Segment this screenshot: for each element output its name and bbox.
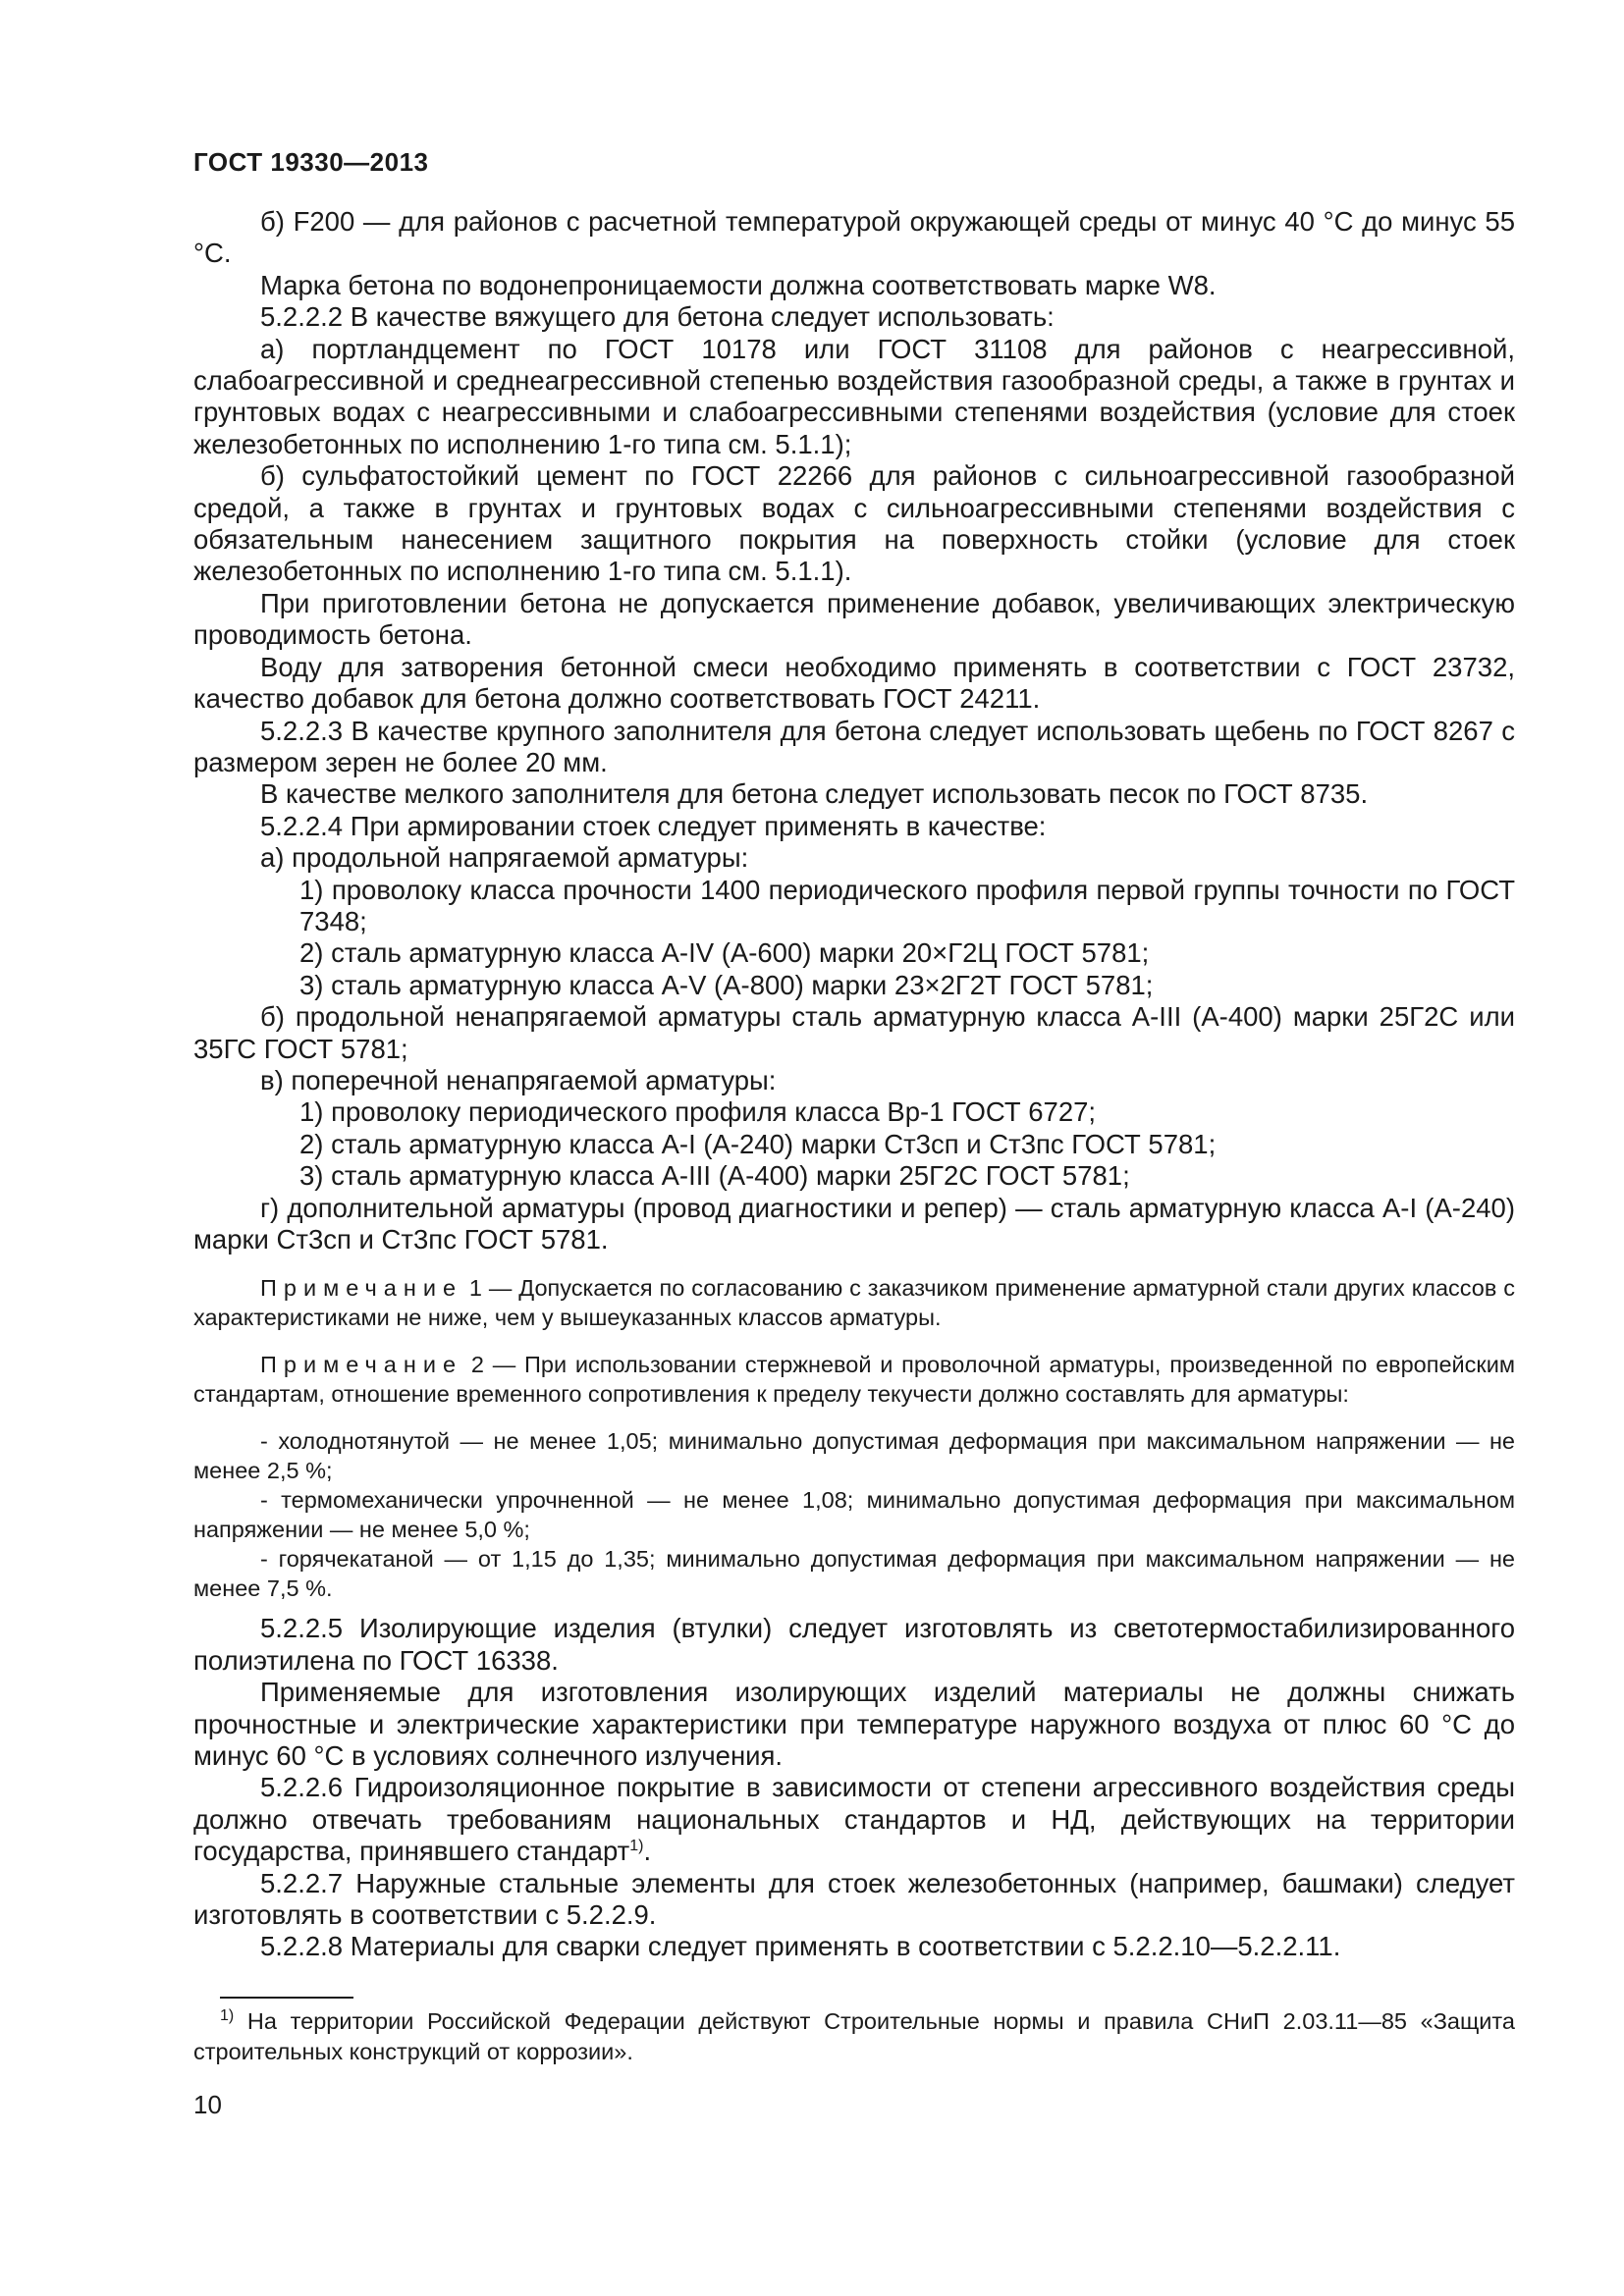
footnote xyxy=(193,2006,1515,2067)
document-body xyxy=(193,206,1515,1963)
note-text: 1 — Допускается по согласованию с заказчиком применение арматурной стали других классов с характеристиками не ниже, чем у вышеуказанных классов арматуры. xyxy=(193,1275,1515,1331)
list-item: в) поперечной ненапрягаемой арматуры: xyxy=(260,1064,777,1095)
section-5-2-2-4: 5.2.2.4 При армировании стоек следует применять в качестве: xyxy=(260,810,1047,841)
document-header: ГОСТ 19330—2013 xyxy=(193,147,429,177)
sub-list-item: 1) проволоку класса прочности 1400 периодического профиля первой группы точности по ГОСТ 7348; xyxy=(299,874,1515,936)
note-bullet: - горячекатаной — от 1,15 до 1,35; минимально допустимая деформация при максимальном напряжении — не менее 7,5 %. xyxy=(193,1546,1515,1602)
sub-list-item: 3) сталь арматурную класса А-III (А-400) марки 25Г2С ГОСТ 5781; xyxy=(299,1160,1130,1192)
list-item: б) продольной ненапрягаемой арматуры сталь арматурную класса А-III (А-400) марки 25Г2С или 35ГС ГОСТ 5781; xyxy=(193,1001,1515,1064)
paragraph: б) F200 — для районов с расчетной температурой окружающей среды от минус 40 °С до минус 55 °С. xyxy=(193,206,1515,269)
paragraph-end: . xyxy=(643,1836,652,1867)
note-bullet: - термомеханически упрочненной — не менее 1,08; минимально допустимая деформация при максимальном напряжении — не менее 5,0 %; xyxy=(193,1487,1515,1543)
footnote-marker: 1) xyxy=(220,2007,235,2025)
list-item: а) продольной напрягаемой арматуры: xyxy=(260,842,749,874)
note-1 xyxy=(193,1273,1515,1332)
sub-list-item: 3) сталь арматурную класса А-V (А-800) марки 23×2Г2Т ГОСТ 5781; xyxy=(299,969,1154,1000)
paragraph-text: 5.2.2.6 Гидроизоляционное покрытие в зависимости от степени агрессивного воздействия среды должно отвечать требованиям национальных стандартов и НД, действующих на территории государства, принявшего стандарт xyxy=(193,1772,1515,1867)
list-item: а) портландцемент по ГОСТ 10178 или ГОСТ 31108 для районов с неагрессивной, слабоагрессивной и среднеагрессивной степенью воздействия газообразной среды, а также в грунтах и грунтовых водах с неагрессивными и слабоагрессивными степенями воздействия (условие для стоек железобетонных по исполнению 1-го типа см. 5.1.1); xyxy=(193,333,1515,459)
footnote-body: На территории Российской Федерации действуют Строительные нормы и правила СНиП 2.03.11—85 «Защита строительных конструкций от коррозии». xyxy=(193,2008,1515,2064)
paragraph: При приготовлении бетона не допускается применение добавок, увеличивающих электрическую проводимость бетона. xyxy=(193,587,1515,651)
section-5-2-2-7: 5.2.2.7 Наружные стальные элементы для стоек железобетонных (например, башмаки) следует изготовлять в соответствии с 5.2.2.9. xyxy=(193,1867,1515,1931)
sub-list-item: 2) сталь арматурную класса А-I (А-240) марки Ст3сп и Ст3пс ГОСТ 5781; xyxy=(299,1128,1217,1159)
note-text: 2 — При использовании стержневой и проволочной арматуры, произведенной по европейским стандартам, отношение временного сопротивления к пределу текучести должно составлять для арматуры: xyxy=(193,1352,1515,1408)
section-5-2-2-3: 5.2.2.3 В качестве крупного заполнителя для бетона следует использовать щебень по ГОСТ 8267 с размером зерен не более 20 мм. xyxy=(193,715,1515,777)
footnote-text xyxy=(193,2006,1515,2067)
list-item: г) дополнительной арматуры (провод диагностики и репер) — сталь арматурную класса А-I (А-240) марки Ст3сп и Ст3пс ГОСТ 5781. xyxy=(193,1192,1515,1255)
note-label: Примечание xyxy=(260,1275,463,1302)
section-5-2-2-8: 5.2.2.8 Материалы для сварки следует применять в соответствии с 5.2.2.10—5.2.2.11. xyxy=(260,1931,1341,1962)
footnote-separator xyxy=(220,1997,353,1999)
paragraph: Марка бетона по водонепроницаемости должна соответствовать марке W8. xyxy=(260,269,1217,300)
sub-list-item: 1) проволоку периодического профиля класса Вр-1 ГОСТ 6727; xyxy=(299,1096,1097,1128)
section-5-2-2-5: 5.2.2.5 Изолирующие изделия (втулки) следует изготовлять из светотермостабилизированного полиэтилена по ГОСТ 16338. xyxy=(193,1613,1515,1676)
note-bullet: - холоднотянутой — не менее 1,05; минимально допустимая деформация при максимальном напряжении — не менее 2,5 %; xyxy=(193,1428,1515,1484)
list-item: б) сульфатостойкий цемент по ГОСТ 22266 для районов с сильноагрессивной газообразной средой, а также в грунтах и грунтовых водах с сильноагрессивными степенями воздействия с обязательным нанесением защитного покрытия на поверхность стойки (условие для стоек железобетонных по исполнению 1-го типа см. 5.1.1). xyxy=(193,460,1515,587)
section-5-2-2-6 xyxy=(193,1772,1515,1867)
note-label: Примечание xyxy=(260,1352,463,1378)
sub-list-item: 2) сталь арматурную класса А-IV (А-600) марки 20×Г2Ц ГОСТ 5781; xyxy=(299,937,1150,969)
paragraph: В качестве мелкого заполнителя для бетона следует использовать песок по ГОСТ 8735. xyxy=(260,778,1369,810)
footnote-ref: 1) xyxy=(629,1838,644,1855)
page-number: 10 xyxy=(193,2090,222,2119)
section-5-2-2-2: 5.2.2.2 В качестве вяжущего для бетона следует использовать: xyxy=(260,301,1055,333)
paragraph: Воду для затворения бетонной смеси необходимо применять в соответствии с ГОСТ 23732, качество добавок для бетона должно соответствовать ГОСТ 24211. xyxy=(193,651,1515,715)
note-2 xyxy=(193,1350,1515,1409)
paragraph: Применяемые для изготовления изолирующих изделий материалы не должны снижать прочностные и электрические характеристики при температуре наружного воздуха от плюс 60 °С до минус 60 °С в условиях солнечного излучения. xyxy=(193,1677,1515,1772)
